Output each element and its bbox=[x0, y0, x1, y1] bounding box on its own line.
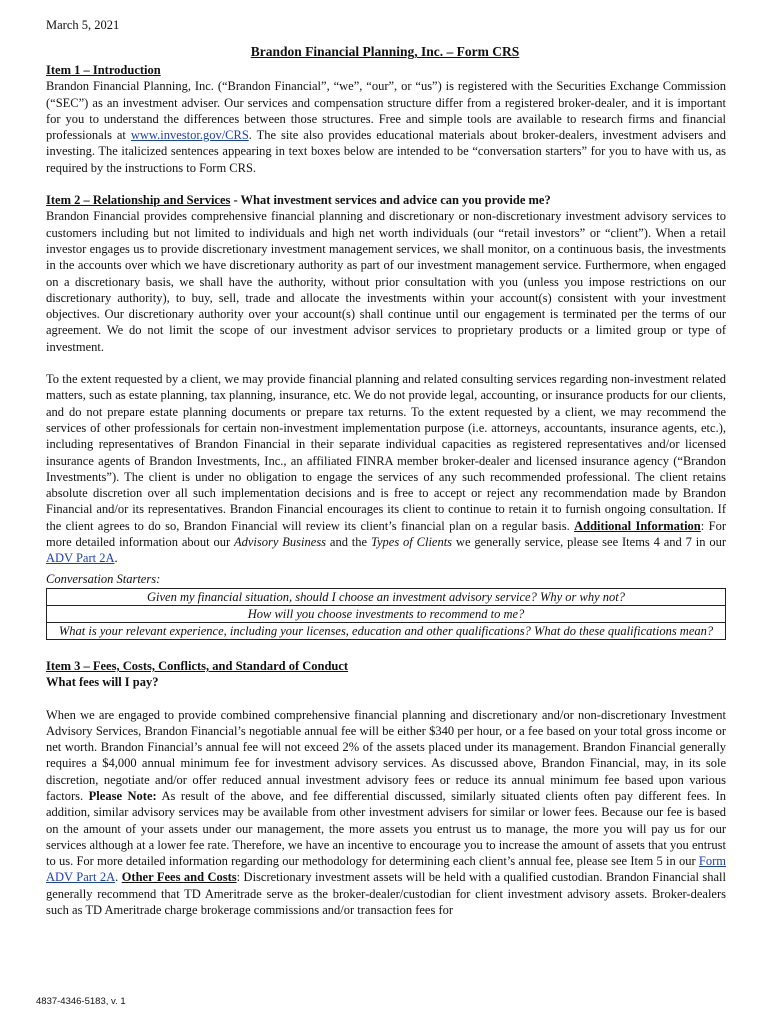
item2-paragraph-1: Brandon Financial provides comprehensive financial planning and discretionary or non-discretionary investment advisory services to customers including but not limited to individuals and high net worth individuals (our “retail investors” or “client”). When a retail investor engages us to provide discretionary investment management services, we shall monitor, on a continuous basis, the investments in the accounts over which we have discretionary authority as part of our investment management service. Furthermore, when engaged on a discretionary basis, we shall have the authority, without prior consultation with you (unless you impose restrictions on our discretionary authority), to buy, sell, trade and allocate the investments within your account(s) consistent with your investment objectives. Our discretionary authority over your account(s) shall continue until our engagement is terminated per the terms of our agreement. We do not limit the scope of our investment advisor services to proprietary products or a limited group or type of investment. bbox=[46, 209, 726, 354]
form-adv-part-2a-link[interactable]: Form ADV Part 2A bbox=[46, 854, 726, 885]
conversation-starter: Given my financial situation, should I choose an investment advisory service? Why or why not? bbox=[47, 589, 725, 606]
item2-heading-line bbox=[46, 192, 726, 208]
conversation-starter: What is your relevant experience, including your licenses, education and other qualifications? What do these qualifications mean? bbox=[58, 623, 714, 638]
item3-question: What fees will I pay? bbox=[46, 675, 159, 690]
document-date: March 5, 2021 bbox=[46, 18, 120, 32]
investor-gov-link[interactable]: www.investor.gov/CRS bbox=[130, 128, 249, 143]
item1-paragraph: Brandon Financial Planning, Inc. (“Brandon Financial”, “we”, “our”, or “us”) is registered with the Securities Exchange Commission (“SEC”) as an investment adviser. Our services and compensation structure differ from a registered broker-dealer, and it is important for you to understand the differences between those structures. Free and simple tools are available to research firms and financial professionals at www.investor.gov/CRS. The site also provides educational materials about broker-dealers, investment advisers and investing. The italicized sentences appearing in text boxes below are intended to be “conversation starters” for you to have with us, as required by the instructions to Form CRS. bbox=[46, 79, 726, 175]
item3-paragraph: When we are engaged to provide combined comprehensive financial planning and discretionary and/or non-discretionary Investment Advisory Services, Brandon Financial’s negotiable annual fee will be either $340 per hour, or a fee based on your total gross income or net worth. Brandon Financial’s annual fee will not exceed 2% of the assets placed under its management. Brandon Financial generally requires a $4,000 annual minimum fee for investment advisory services. As discussed above, Brandon Financial, may, in its sole discretion, negotiate and/or offer reduced annual investment advisory fees or reduce its annual minimum fee based upon various factors. Please Note: As result of the above, and fee differential discussed, similarly situated clients often pay different fees. In addition, similar advisory services may be available from other investment advisers for similar or lower fees. Because our fee is based on the amount of your assets under our management, the more assets you entrust us to manage, the more you will pay us for our services although at a lower fee rate. Therefore, we have an incentive to encourage you to increase the amount of assets that you entrust to us. For more detailed information regarding our methodology for determining each client’s annual fee, please see Item 5 in our Form ADV Part 2A. Other Fees and Costs: Discretionary investment assets will be held with a qualified custodian. Brandon Financial shall generally recommend that TD Ameritrade serve as the broker-dealer/custodian for client investment advisory assets. Broker-dealers such as TD Ameritrade charge brokerage commissions and/or transaction fees for bbox=[46, 707, 726, 918]
adv-part-2a-link[interactable]: ADV Part 2A bbox=[46, 551, 115, 566]
conversation-starter: How will you choose investments to recommend to me? bbox=[47, 606, 725, 623]
other-fees-costs-label: Other Fees and Costs bbox=[121, 870, 237, 885]
item1-heading: Item 1 – Introduction bbox=[46, 63, 161, 77]
item3-heading: Item 3 – Fees, Costs, Conflicts, and Standard of Conduct bbox=[46, 658, 349, 673]
item2-question: - What investment services and advice can you provide me? bbox=[230, 193, 551, 208]
item2-paragraph-2: To the extent requested by a client, we may provide financial planning and related consulting services regarding non-investment related matters, such as estate planning, tax planning, insurance, etc. We do not provide legal, accounting, or insurance products for our clients, and do not prepare estate planning documents or prepare tax returns. To the extent requested by a client, we may recommend the services of other professionals for certain non-investment implementation purpose (i.e. attorneys, accountants, insurance agents, etc.), including representatives of Brandon Financial in their separate individual capacities as registered representatives and/or licensed insurance agents of Brandon Investments, Inc., an affiliated FINRA member broker-dealer and licensed insurance agency (“Brandon Investments”). The client is under no obligation to engage the services of any such recommended professional. The client retains absolute discretion over all such implementation decisions and is free to accept or reject any recommendation made by Brandon Financial and/or its representatives. Brandon Financial encourages its client to continue to retain it to furnish ongoing consultation. If the client agrees to do so, Brandon Financial will review its client’s financial plan on a regular basis. Additional Information: For more detailed information about our Advisory Business and the Types of Clients we generally service, please see Items 4 and 7 in our ADV Part 2A. bbox=[46, 372, 727, 566]
please-note-label: Please Note: bbox=[88, 788, 157, 803]
conversation-starters-label: Conversation Starters: bbox=[46, 571, 161, 586]
document-body bbox=[46, 62, 726, 918]
additional-information-label: Additional Information bbox=[574, 518, 701, 533]
document-footer-id: 4837-4346-5183, v. 1 bbox=[36, 996, 126, 1007]
conversation-starters-box bbox=[46, 588, 726, 640]
document-title: Brandon Financial Planning, Inc. – Form CRS bbox=[250, 44, 520, 59]
item2-heading: Item 2 – Relationship and Services bbox=[46, 193, 231, 208]
